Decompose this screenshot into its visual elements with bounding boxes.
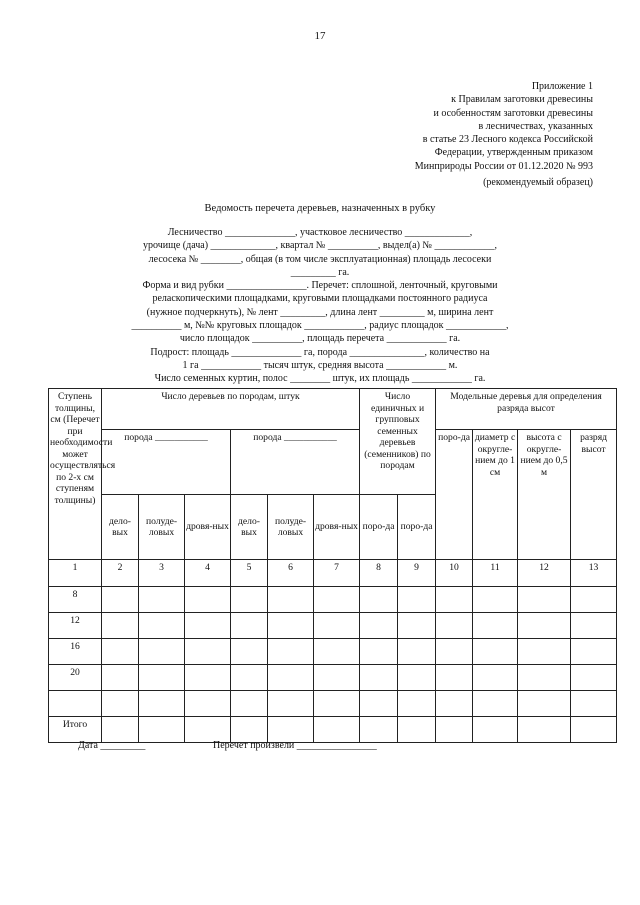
table-cell[interactable] [436, 717, 473, 743]
table-cell[interactable] [102, 691, 139, 717]
field-line: число площадок __________, площадь перечета ____________ га. [179, 333, 461, 345]
table-cell[interactable] [436, 691, 473, 717]
table-cell[interactable] [268, 691, 314, 717]
table-cell[interactable] [436, 613, 473, 639]
header-tree-count: Число деревьев по породам, штук [102, 389, 360, 430]
header-seed-species: поро-да [360, 495, 398, 560]
table-cell[interactable] [314, 639, 360, 665]
table-cell[interactable] [436, 587, 473, 613]
row-label: 8 [49, 587, 102, 613]
column-numbers-row [49, 560, 617, 587]
table-cell[interactable] [398, 665, 436, 691]
tally-table [48, 388, 617, 743]
date-field: Дата _________ [78, 740, 146, 751]
appendix-line: Минприроды России от 01.12.2020 № 993 [414, 160, 593, 172]
header-firewood: дровя-ных [314, 495, 360, 560]
field-line: Число семенных куртин, полос ________ штук, их площадь ____________ га. [154, 373, 486, 385]
recommended-note: (рекомендуемый образец) [483, 177, 593, 188]
table-cell[interactable] [473, 665, 518, 691]
table-cell[interactable] [398, 717, 436, 743]
table-cell[interactable] [518, 639, 571, 665]
table-cell[interactable] [231, 717, 268, 743]
field-line: (нужное подчеркнуть), № лент _________, длина лент _________ м, ширина лент [146, 306, 494, 318]
table-cell[interactable] [139, 613, 185, 639]
table-cell[interactable] [518, 717, 571, 743]
table-cell[interactable] [473, 587, 518, 613]
appendix-line: Приложение 1 [531, 81, 593, 92]
table-cell[interactable] [139, 665, 185, 691]
field-line: урочище (дача) _____________, квартал № __________, выдел(а) № ____________, [143, 240, 497, 252]
table-cell[interactable] [102, 717, 139, 743]
header-model-height: высота с округле-нием до 0,5 м [518, 430, 571, 560]
table-cell[interactable] [102, 639, 139, 665]
table-cell[interactable] [398, 691, 436, 717]
table-cell[interactable] [231, 665, 268, 691]
table-cell[interactable] [360, 639, 398, 665]
header-seed-trees: Число единичных и групповых семенных деревьев (семенников) по породам [360, 389, 436, 495]
header-model-species: поро-да [436, 430, 473, 560]
header-semi-business: полуде-ловых [139, 495, 185, 560]
column-number: 3 [139, 560, 185, 587]
table-cell[interactable] [231, 691, 268, 717]
table-cell[interactable] [473, 639, 518, 665]
header-model-trees: Модельные деревья для определения разряда высот [436, 389, 617, 430]
field-line: Подрост: площадь ______________ га, порода _______________, количество на [150, 346, 490, 358]
table-cell[interactable] [571, 665, 617, 691]
column-number: 11 [473, 560, 518, 587]
column-number: 6 [268, 560, 314, 587]
table-cell[interactable] [231, 613, 268, 639]
header-seed-species: поро-да [398, 495, 436, 560]
table-cell[interactable] [268, 587, 314, 613]
document-title: Ведомость перечета деревьев, назначенных в рубку [204, 203, 436, 214]
table-row [49, 665, 617, 691]
table-cell[interactable] [473, 613, 518, 639]
column-number: 13 [571, 560, 617, 587]
table-cell[interactable] [185, 691, 231, 717]
table-cell[interactable] [314, 717, 360, 743]
table-cell[interactable] [314, 691, 360, 717]
table-cell[interactable] [518, 587, 571, 613]
field-line: _________ га. [290, 266, 350, 278]
table-cell[interactable] [360, 717, 398, 743]
header-firewood: дровя-ных [185, 495, 231, 560]
header-height-class: разряд высот [571, 430, 617, 560]
table-cell[interactable] [360, 587, 398, 613]
table-cell[interactable] [268, 639, 314, 665]
table-cell[interactable] [398, 613, 436, 639]
column-number: 5 [231, 560, 268, 587]
header-model-diameter: диаметр с округле-нием до 1 см [473, 430, 518, 560]
table-cell[interactable] [473, 717, 518, 743]
header-business: дело-вых [231, 495, 268, 560]
header-business: дело-вых [102, 495, 139, 560]
table-row [49, 613, 617, 639]
table-cell[interactable] [436, 665, 473, 691]
column-number: 8 [360, 560, 398, 587]
field-line: реласкопическими площадками, круговыми площадками постоянного радиуса [152, 293, 488, 305]
field-line: 1 га ____________ тысяч штук, средняя высота ____________ м. [182, 359, 458, 371]
table-cell[interactable] [360, 613, 398, 639]
row-label: 20 [49, 665, 102, 691]
field-line: лесосека № ________, общая (в том числе эксплуатационная) площадь лесосеки [148, 253, 492, 265]
table-cell[interactable] [139, 587, 185, 613]
column-number: 9 [398, 560, 436, 587]
table-cell[interactable] [231, 639, 268, 665]
table-row [49, 717, 617, 743]
table-cell[interactable] [185, 717, 231, 743]
table-cell[interactable] [139, 691, 185, 717]
header-thickness-stage: Ступень толщины, см (Перечет при необходимости может осуществляться по 2-х см ступеням толщины) [49, 389, 102, 560]
table-cell[interactable] [473, 691, 518, 717]
table-cell[interactable] [518, 691, 571, 717]
table-cell[interactable] [571, 587, 617, 613]
field-line: Лесничество ______________, участковое лесничество _____________, [167, 227, 473, 238]
table-cell[interactable] [185, 613, 231, 639]
table-cell[interactable] [268, 613, 314, 639]
table-cell[interactable] [398, 639, 436, 665]
table-cell[interactable] [571, 717, 617, 743]
row-label [49, 691, 102, 717]
column-number: 10 [436, 560, 473, 587]
header-species-1: порода ___________ [102, 430, 231, 495]
table-cell[interactable] [231, 587, 268, 613]
column-number: 7 [314, 560, 360, 587]
table-row [49, 587, 617, 613]
table-cell[interactable] [268, 665, 314, 691]
appendix-line: в статье 23 Лесного кодекса Российской [422, 134, 593, 146]
appendix-line: и особенностям заготовки древесины [433, 107, 593, 119]
table-cell[interactable] [102, 613, 139, 639]
table-row [49, 639, 617, 665]
appendix-line: к Правилам заготовки древесины [451, 94, 593, 106]
table-cell[interactable] [518, 613, 571, 639]
table-cell[interactable] [314, 665, 360, 691]
table-cell[interactable] [314, 587, 360, 613]
table-cell[interactable] [360, 691, 398, 717]
field-line: __________ м, №№ круговых площадок ____________, радиус площадок ____________, [131, 320, 509, 332]
row-label: 12 [49, 613, 102, 639]
form-fields [0, 226, 640, 386]
appendix-block [415, 80, 593, 173]
table-cell[interactable] [185, 639, 231, 665]
row-label: Итого [49, 717, 102, 743]
table-cell[interactable] [436, 639, 473, 665]
table-cell[interactable] [102, 587, 139, 613]
table-cell[interactable] [314, 613, 360, 639]
column-number: 12 [518, 560, 571, 587]
table-cell[interactable] [571, 613, 617, 639]
column-number: 4 [185, 560, 231, 587]
table-cell[interactable] [571, 639, 617, 665]
table-cell[interactable] [571, 691, 617, 717]
table-cell[interactable] [268, 717, 314, 743]
table-cell[interactable] [398, 587, 436, 613]
table-cell[interactable] [139, 717, 185, 743]
table-cell[interactable] [185, 665, 231, 691]
row-label: 16 [49, 639, 102, 665]
appendix-line: Федерации, утвержденным приказом [434, 147, 593, 159]
performed-by-field: Перечет произвели ________________ [213, 740, 377, 751]
header-semi-business: полуде-ловых [268, 495, 314, 560]
appendix-line: в лесничествах, указанных [478, 120, 593, 132]
table-cell[interactable] [518, 665, 571, 691]
page-number: 17 [314, 30, 326, 42]
column-number: 1 [49, 560, 102, 587]
table-cell[interactable] [139, 639, 185, 665]
header-species-2: порода ___________ [231, 430, 360, 495]
table-cell[interactable] [102, 665, 139, 691]
field-line: Форма и вид рубки ________________. Перечет: сплошной, ленточный, круговыми [142, 280, 498, 292]
column-number: 2 [102, 560, 139, 587]
table-row [49, 691, 617, 717]
table-cell[interactable] [185, 587, 231, 613]
table-cell[interactable] [360, 665, 398, 691]
